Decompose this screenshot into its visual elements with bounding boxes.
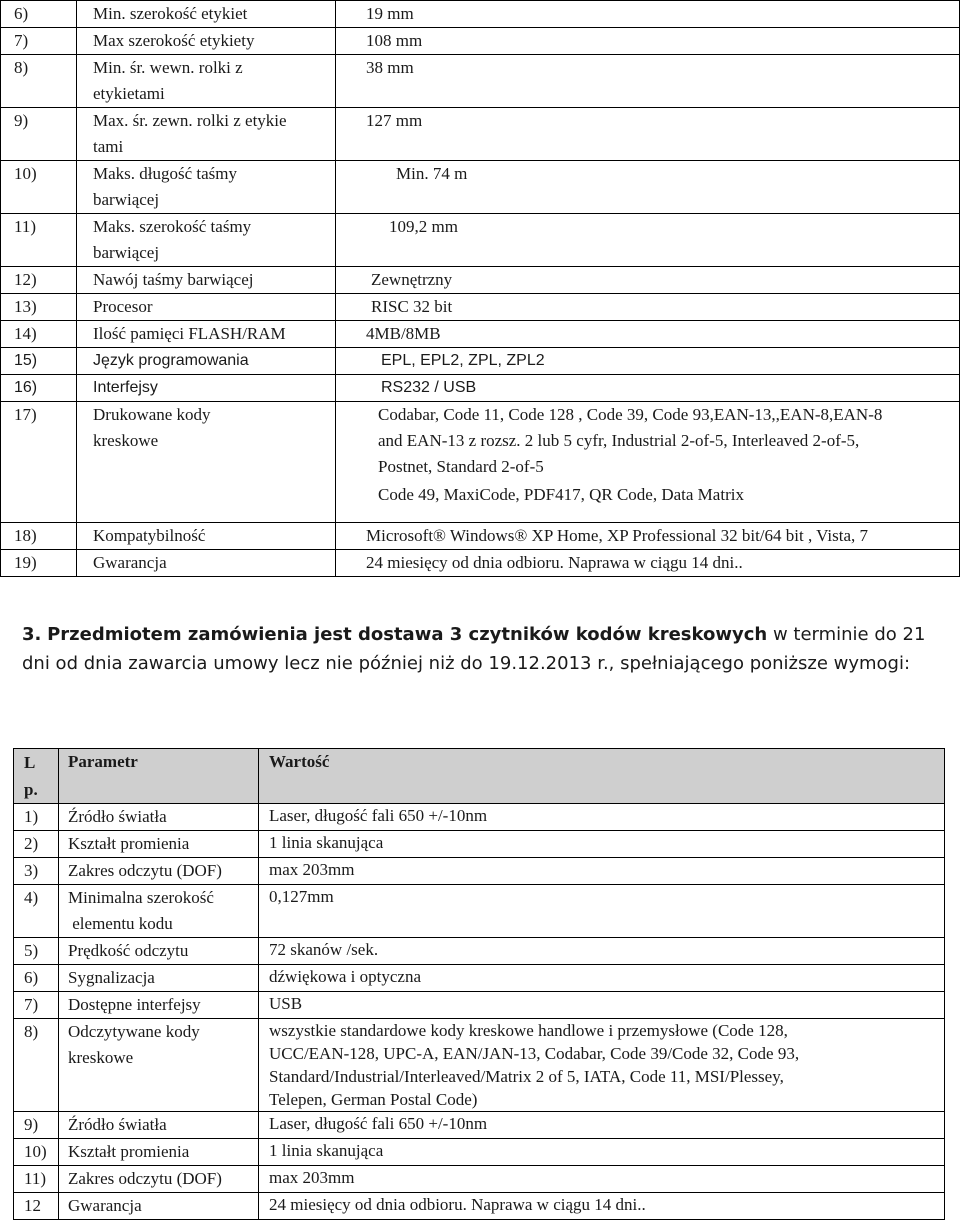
table-row xyxy=(1,550,960,577)
header-value: Wartość xyxy=(259,749,945,804)
table-row xyxy=(14,965,945,992)
section-bold-text: Przedmiotem zamówienia jest dostawa 3 czytników kodów kreskowych xyxy=(47,624,768,645)
param-value: 108 mm xyxy=(336,28,960,55)
row-number: 11) xyxy=(1,214,77,267)
table-row xyxy=(1,294,960,321)
table-row xyxy=(1,402,960,523)
table-header-row xyxy=(14,749,945,804)
param-name: Min. szerokość etykiet xyxy=(77,1,336,28)
table-row xyxy=(1,28,960,55)
param-name: Procesor xyxy=(77,294,336,321)
param-name: Gwarancja xyxy=(59,1193,259,1220)
row-number: 12 xyxy=(14,1193,59,1220)
table-row xyxy=(14,992,945,1019)
table-row xyxy=(14,938,945,965)
row-number: 10) xyxy=(14,1139,59,1166)
param-name: Maks. długość taśmy barwiącej xyxy=(77,161,336,214)
param-value: EPL, EPL2, ZPL, ZPL2 xyxy=(336,348,960,375)
table-row xyxy=(1,55,960,108)
row-number: 8) xyxy=(1,55,77,108)
table-row xyxy=(1,161,960,214)
param-value: Codabar, Code 11, Code 128 , Code 39, Code 93,EAN-13,,EAN-8,EAN-8 and EAN-13 z rozsz. 2 lub 5 cyfr, Industrial 2-of-5, Interleaved 2-of-5, Postnet, Standard 2-of-5 Code 49, MaxiCode, PDF417, QR Code, Data Matrix xyxy=(336,402,960,523)
table-row xyxy=(14,1193,945,1220)
param-name: Kompatybilność xyxy=(77,523,336,550)
param-value: dźwiękowa i optyczna xyxy=(259,965,945,992)
section-number: 3. xyxy=(22,624,42,645)
param-value: 24 miesięcy od dnia odbioru. Naprawa w ciągu 14 dni.. xyxy=(259,1193,945,1220)
param-name: Odczytywane kody kreskowe xyxy=(59,1019,259,1112)
param-name: Źródło światła xyxy=(59,1112,259,1139)
row-number: 17) xyxy=(1,402,77,523)
param-name: Nawój taśmy barwiącej xyxy=(77,267,336,294)
row-number: 1) xyxy=(14,804,59,831)
param-value: 0,127mm xyxy=(259,885,945,938)
row-number: 12) xyxy=(1,267,77,294)
printer-spec-table xyxy=(0,0,960,577)
row-number: 5) xyxy=(14,938,59,965)
param-name: Ilość pamięci FLASH/RAM xyxy=(77,321,336,348)
param-name: Kształt promienia xyxy=(59,1139,259,1166)
param-value: 1 linia skanująca xyxy=(259,831,945,858)
row-number: 7) xyxy=(1,28,77,55)
param-value: Min. 74 m xyxy=(336,161,960,214)
param-name: Dostępne interfejsy xyxy=(59,992,259,1019)
param-name: Kształt promienia xyxy=(59,831,259,858)
row-number: 11) xyxy=(14,1166,59,1193)
row-number: 14) xyxy=(1,321,77,348)
row-number: 2) xyxy=(14,831,59,858)
table-row xyxy=(14,1019,945,1112)
table-row xyxy=(1,1,960,28)
row-number: 15) xyxy=(1,348,77,375)
param-name: Maks. szerokość taśmy barwiącej xyxy=(77,214,336,267)
param-name: Minimalna szerokość elementu kodu xyxy=(59,885,259,938)
param-name: Zakres odczytu (DOF) xyxy=(59,858,259,885)
row-number: 4) xyxy=(14,885,59,938)
table-row xyxy=(14,885,945,938)
param-name: Język programowania xyxy=(77,348,336,375)
table-row xyxy=(1,375,960,402)
row-number: 8) xyxy=(14,1019,59,1112)
param-value: 4MB/8MB xyxy=(336,321,960,348)
header-lp: L p. xyxy=(14,749,59,804)
table-row xyxy=(14,804,945,831)
table-row xyxy=(1,214,960,267)
param-name: Gwarancja xyxy=(77,550,336,577)
table-row xyxy=(1,108,960,161)
table-row xyxy=(1,321,960,348)
table-row xyxy=(14,1166,945,1193)
table-row xyxy=(1,523,960,550)
section-text: w terminie do 21 dni od dnia zawarcia umowy lecz nie później niż do 19.12.2013 r., spełniającego poniższe wymogi: xyxy=(22,624,926,674)
param-value: wszystkie standardowe kody kreskowe handlowe i przemysłowe (Code 128, UCC/EAN-128, UPC-A, EAN/JAN-13, Codabar, Code 39/Code 32, Code 93, Standard/Industrial/Interleaved/Matrix 2 of 5, IATA, Code 11, MSI/Plessey, Telepen, German Postal Code) xyxy=(259,1019,945,1112)
param-name: Max szerokość etykiety xyxy=(77,28,336,55)
param-name: Prędkość odczytu xyxy=(59,938,259,965)
param-value: 127 mm xyxy=(336,108,960,161)
param-name: Interfejsy xyxy=(77,375,336,402)
param-value: Laser, długość fali 650 +/-10nm xyxy=(259,804,945,831)
row-number: 6) xyxy=(14,965,59,992)
param-value: Laser, długość fali 650 +/-10nm xyxy=(259,1112,945,1139)
param-name: Max. śr. zewn. rolki z etykie tami xyxy=(77,108,336,161)
row-number: 13) xyxy=(1,294,77,321)
param-value: 72 skanów /sek. xyxy=(259,938,945,965)
table-row xyxy=(14,1139,945,1166)
table-row xyxy=(14,1112,945,1139)
param-value: max 203mm xyxy=(259,858,945,885)
param-value: RS232 / USB xyxy=(336,375,960,402)
param-value: USB xyxy=(259,992,945,1019)
param-value: 109,2 mm xyxy=(336,214,960,267)
section-3-paragraph xyxy=(22,620,947,678)
param-value: Zewnętrzny xyxy=(336,267,960,294)
param-name: Zakres odczytu (DOF) xyxy=(59,1166,259,1193)
table-row xyxy=(1,348,960,375)
param-value: 38 mm xyxy=(336,55,960,108)
row-number: 10) xyxy=(1,161,77,214)
param-value: RISC 32 bit xyxy=(336,294,960,321)
scanner-spec-table xyxy=(13,748,945,1220)
table-row xyxy=(14,858,945,885)
param-value: max 203mm xyxy=(259,1166,945,1193)
row-number: 19) xyxy=(1,550,77,577)
row-number: 6) xyxy=(1,1,77,28)
row-number: 16) xyxy=(1,375,77,402)
param-value: Microsoft® Windows® XP Home, XP Professional 32 bit/64 bit , Vista, 7 xyxy=(336,523,960,550)
param-value: 1 linia skanująca xyxy=(259,1139,945,1166)
header-param: Parametr xyxy=(59,749,259,804)
param-name: Drukowane kody kreskowe xyxy=(77,402,336,523)
row-number: 3) xyxy=(14,858,59,885)
table-row xyxy=(1,267,960,294)
row-number: 9) xyxy=(1,108,77,161)
param-value: 19 mm xyxy=(336,1,960,28)
param-name: Źródło światła xyxy=(59,804,259,831)
param-name: Min. śr. wewn. rolki z etykietami xyxy=(77,55,336,108)
param-name: Sygnalizacja xyxy=(59,965,259,992)
table-row xyxy=(14,831,945,858)
row-number: 9) xyxy=(14,1112,59,1139)
row-number: 18) xyxy=(1,523,77,550)
row-number: 7) xyxy=(14,992,59,1019)
param-value: 24 miesięcy od dnia odbioru. Naprawa w ciągu 14 dni.. xyxy=(336,550,960,577)
